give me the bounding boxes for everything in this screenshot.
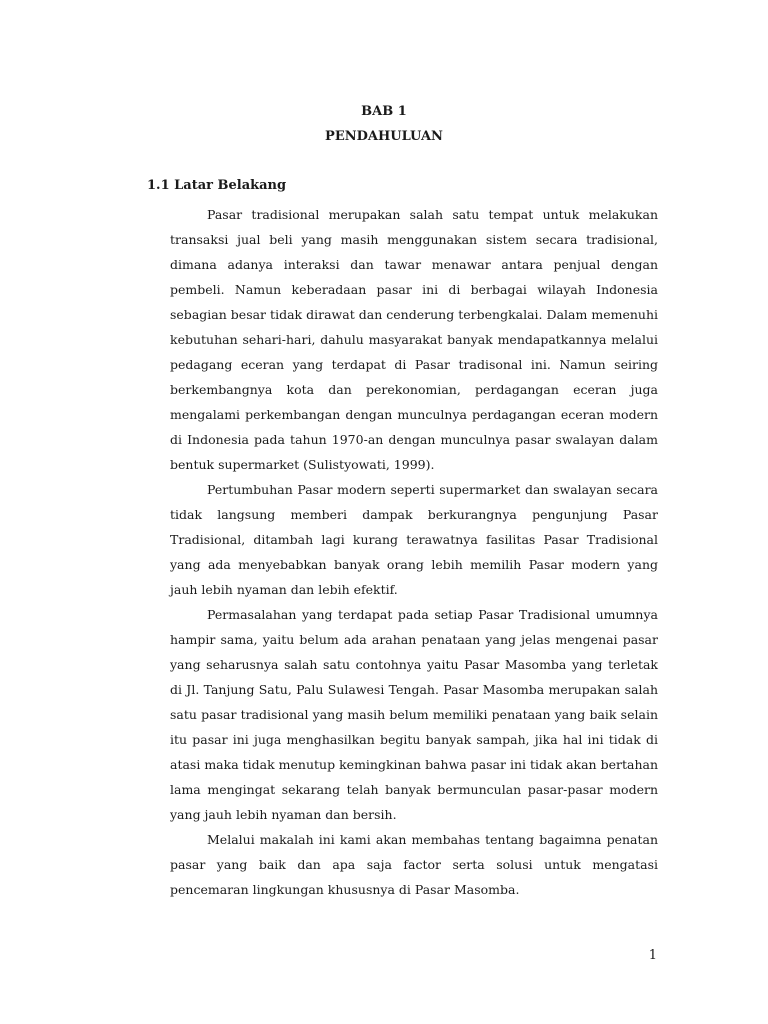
section-body	[170, 202, 658, 902]
chapter-title: PENDAHULUAN	[325, 129, 443, 144]
chapter-number: BAB 1	[361, 104, 407, 119]
page-number: 1	[648, 948, 657, 963]
paragraph-4: Melalui makalah ini kami akan membahas tentang bagaimna penatan pasar yang baik dan apa saja factor serta solusi untuk mengatasi pencemaran lingkungan khususnya di Pasar Masomba.	[170, 832, 658, 897]
paragraph-2: Pertumbuhan Pasar modern seperti supermarket dan swalayan secara tidak langsung memberi dampak berkurangnya pengunjung Pasar Tradisional, ditambah lagi kurang terawatnya fasilitas Pasar Tradisional yang ada menyebabkan banyak orang lebih memilih Pasar modern yang jauh lebih nyaman dan lebih efektif.	[170, 482, 658, 597]
paragraph-1: Pasar tradisional merupakan salah satu tempat untuk melakukan transaksi jual beli yang masih menggunakan sistem secara tradisional, dimana adanya interaksi dan tawar menawar antara penjual dengan pembeli. Namun keberadaan pasar ini di berbagai wilayah Indonesia sebagian besar tidak dirawat dan cenderung terbengkalai. Dalam memenuhi kebutuhan sehari-hari, dahulu masyarakat banyak mendapatkannya melalui pedagang eceran yang terdapat di Pasar tradisonal ini. Namun seiring berkembangnya kota dan perekonomian, perdagangan eceran juga mengalami perkembangan dengan munculnya perdagangan eceran modern di Indonesia pada tahun 1970-an dengan munculnya pasar swalayan dalam bentuk supermarket (Sulistyowati, 1999).	[170, 207, 658, 472]
paragraph-3: Permasalahan yang terdapat pada setiap Pasar Tradisional umumnya hampir sama, yaitu belum ada arahan penataan yang jelas mengenai pasar yang seharusnya salah satu contohnya yaitu Pasar Masomba yang terletak di Jl. Tanjung Satu, Palu Sulawesi Tengah. Pasar Masomba merupakan salah satu pasar tradisional yang masih belum memiliki penataan yang baik selain itu pasar ini juga menghasilkan begitu banyak sampah, jika hal ini tidak di atasi maka tidak menutup kemingkinan bahwa pasar ini tidak akan bertahan lama mengingat sekarang telah banyak bermunculan pasar-pasar modern yang jauh lebih nyaman dan bersih.	[170, 607, 658, 822]
section-heading: 1.1 Latar Belakang	[147, 178, 287, 193]
